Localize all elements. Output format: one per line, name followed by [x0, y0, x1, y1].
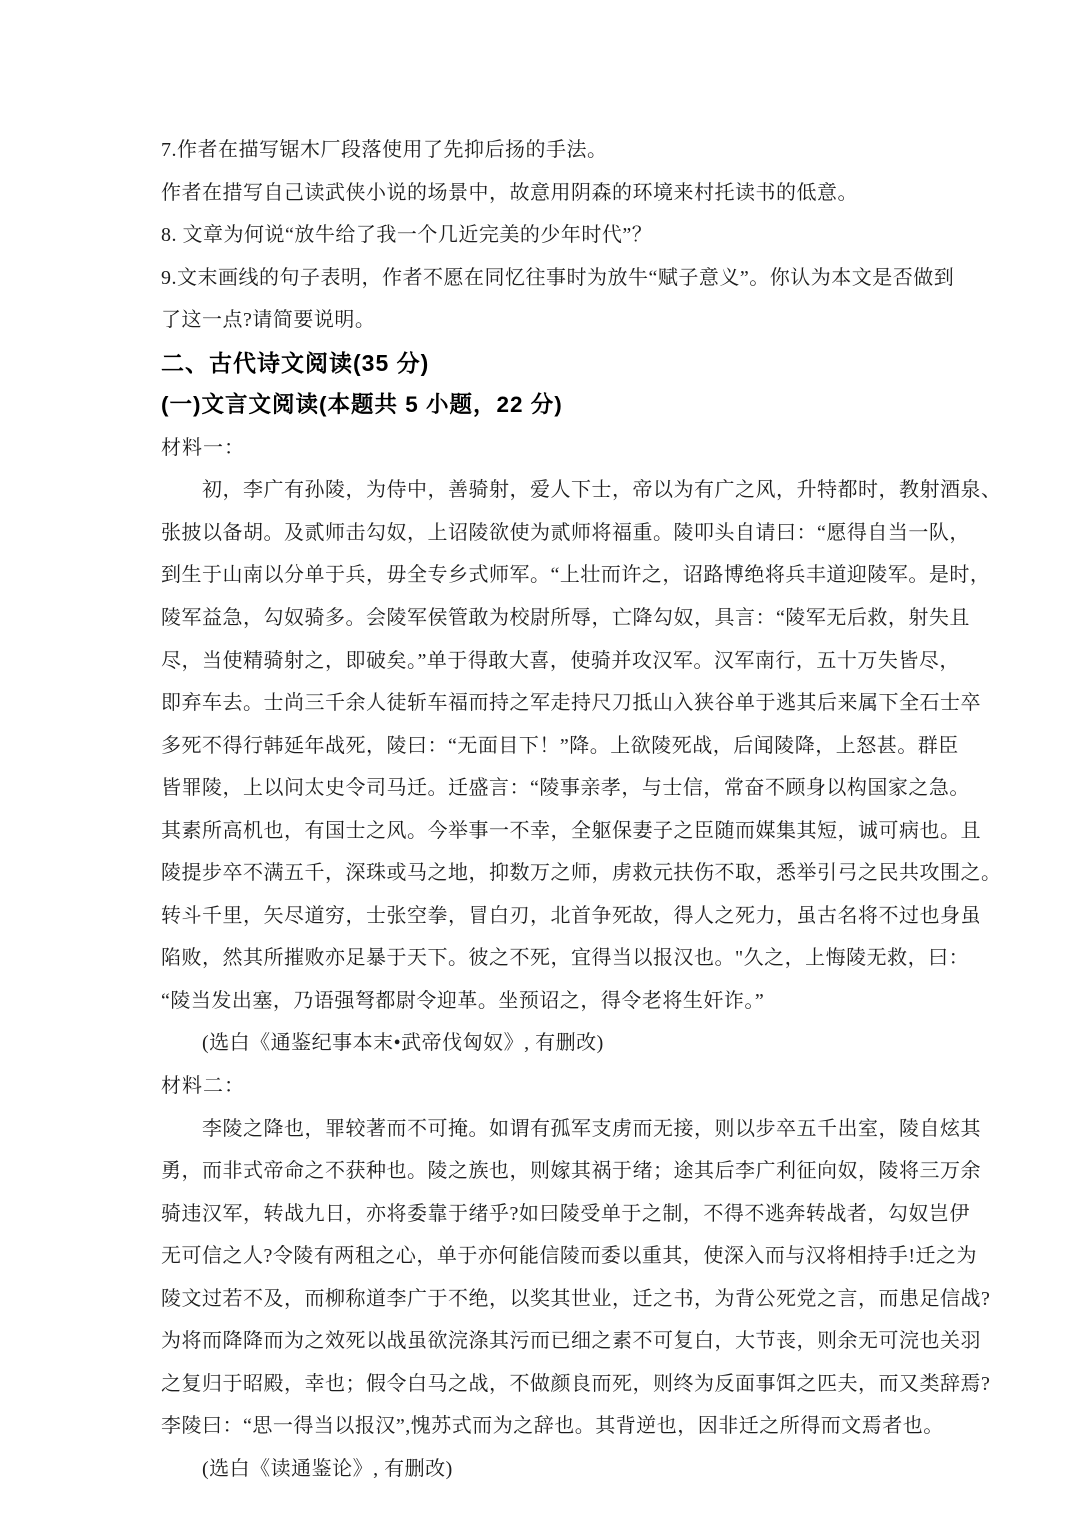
material-2-line: 陵文过若不及，而柳称道李广于不绝，以奖其世业，迁之书，为背公死党之言，而患足信战? [161, 1287, 991, 1310]
material-1-line: 陵提步卒不满五千，深珠或马之地，抑数万之师，虏救元扶伤不取，悉举引弓之民共攻围之。 [161, 862, 1002, 885]
material-2-line: 骑违汉军，转战九日，亦将委靠于绪乎?如曰陵受单于之制，不得不逃奔转战者，勾奴岂伊 [161, 1202, 970, 1225]
material-1-line: 张披以备胡。及贰师击勾奴，上诏陵欲使为贰师将福重。陵叩头自请曰：“愿得自当一队， [161, 521, 970, 544]
material-2-line: 为将而降降而为之效死以战虽欲浣涤其污而已细之素不可复白，大节丧，则余无可浣也关羽 [161, 1330, 981, 1353]
material-2-line: 李陵之降也，罪较著而不可掩。如谓有孤军支虏而无接，则以步卒五千出室，陵自炫其 [202, 1117, 981, 1140]
question-9-continuation: 了这一点?请简要说明。 [161, 309, 376, 332]
material-1-label: 材料一： [161, 436, 245, 459]
question-7-continuation: 作者在措写自己读武侠小说的场景中，故意用阴森的环境来村托读书的低意。 [161, 181, 858, 204]
section-heading: 二、古代诗文阅读(35 分) [161, 349, 430, 376]
material-2-line: 李陵曰：“思一得当以报汉”,愧苏式而为之辞也。其背逆也，因非迁之所得而文焉者也。 [161, 1415, 944, 1438]
question-9: 9.文末画线的句子表明，作者不愿在同忆往事时为放牛“赋子意义”。你认为本文是否做到 [161, 266, 955, 289]
material-1-line: “陵当发出塞，乃语强弩都尉令迎革。坐预诏之，得令老将生奸诈。” [161, 989, 765, 1012]
material-2-line: 之复归于昭殿，幸也；假令白马之战，不做颜良而死，则终为反面事饵之匹夫，而又类辞焉? [161, 1372, 991, 1395]
question-7: 7.作者在描写锯木厂段落使用了先抑后扬的手法。 [161, 139, 608, 161]
material-1-line: 陷败，然其所摧败亦足暴于天下。彼之不死，宜得当以报汉也。"久之，上悔陵无救，曰： [161, 947, 970, 970]
question-8: 8. 文章为何说“放牛给了我一个几近完美的少年时代”？ [161, 224, 653, 247]
material-1-line: 其素所高机也，有国士之风。今举事一不幸，全躯保妻子之臣随而媒集其短，诚可病也。且 [161, 819, 981, 842]
material-1-source: (选白《通鉴纪事本末•武帝伐匈奴》, 有删改) [202, 1032, 604, 1055]
material-1-line: 转斗千里，矢尽道穷，士张空拳，冒白刃，北首争死故，得人之死力，虽古名将不过也身虽 [161, 904, 981, 927]
material-2-line: 无可信之人?令陵有两租之心，单于亦何能信陵而委以重其，使深入而与汉将相持手!迁之为 [161, 1245, 978, 1268]
material-1-line: 陵军益急，勾奴骑多。会陵军侯管敢为校尉所辱，亡降勾奴，具言：“陵军无后救，射失且 [161, 607, 970, 630]
material-1-line: 即弃车去。士尚三千余人徒斩车福而持之军走持尺刀抵山入狭谷单于逃其后来属下全石士卒 [161, 692, 981, 715]
material-1-line: 尽，当使精骑射之，即破矣。”单于得敢大喜，使骑并攻汉军。汉军南行，五十万失皆尽， [161, 649, 960, 672]
material-1-line: 初，李广有孙陵，为侍中，善骑射，爱人下士，帝以为有广之风，升特都时，教射酒泉、 [202, 479, 1002, 502]
subsection-heading: (一)文言文阅读(本题共 5 小题，22 分) [161, 392, 563, 418]
material-1-line: 到生于山南以分单于兵，毋全专乡式师军。“上壮而许之，诏路博绝将兵丰道迎陵军。是时， [161, 564, 991, 587]
material-2-label: 材料二： [161, 1075, 245, 1098]
material-1-line: 多死不得行韩延年战死，陵曰：“无面目下！”降。上欲陵死战，后闻陵降，上怒甚。群臣 [161, 734, 959, 757]
material-2-line: 勇，而非式帝命之不获种也。陵之族也，则嫁其祸于绪；途其后李广利征向奴，陵将三万余 [161, 1160, 981, 1183]
material-2-source: (选白《读通鉴论》, 有删改) [202, 1457, 453, 1480]
document-body [161, 129, 1002, 1491]
material-1-line: 皆罪陵，上以问太史令司马迁。迁盛言：“陵事亲孝，与士信，常奋不顾身以构国家之急。 [161, 777, 970, 800]
